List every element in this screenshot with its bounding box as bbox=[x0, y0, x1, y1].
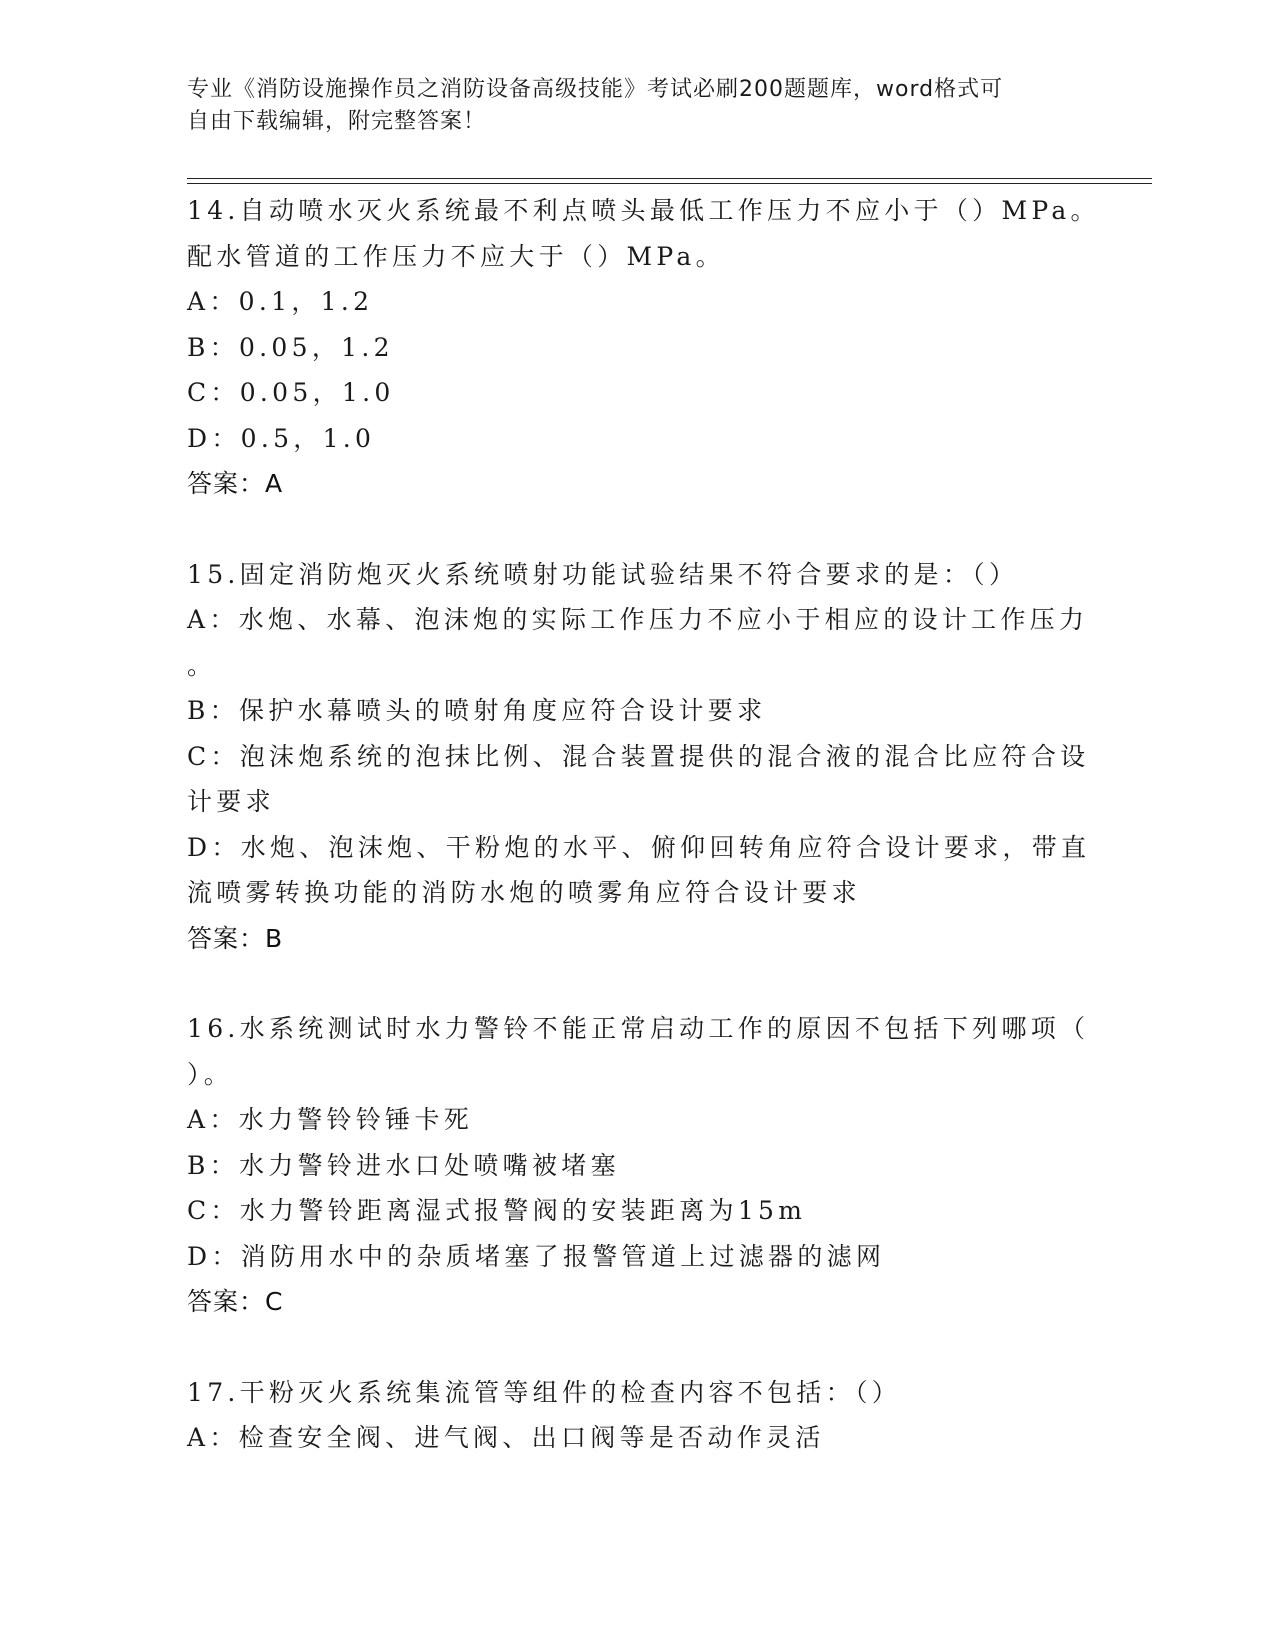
option-c: C：0.05，1.0 bbox=[187, 378, 395, 407]
document-header bbox=[187, 74, 1067, 138]
option-b: B：保护水幕喷头的喷射角度应符合设计要求 bbox=[187, 696, 767, 725]
header-line-2: 自由下载编辑，附完整答案！ bbox=[187, 109, 487, 134]
question-15 bbox=[187, 552, 1091, 962]
question-stem-line: 15.固定消防炮灭火系统喷射功能试验结果不符合要求的是：（） bbox=[187, 559, 1019, 589]
question-17 bbox=[187, 1370, 1087, 1461]
option-a-continued: 。 bbox=[187, 650, 217, 680]
question-stem-line: 14.自动喷水灭火系统最不利点喷头最低工作压力不应小于（）MPa。 bbox=[187, 196, 1100, 225]
header-divider-top bbox=[187, 178, 1152, 179]
question-16 bbox=[187, 1006, 1090, 1325]
answer-label: 答案：B bbox=[187, 923, 284, 953]
question-spacer bbox=[187, 1325, 1087, 1370]
option-b: B：0.05，1.2 bbox=[187, 332, 394, 362]
option-c: C：泡沫炮系统的泡抹比例、混合装置提供的混合液的混合比应符合设 bbox=[187, 741, 1090, 771]
option-c: C：水力警铃距离湿式报警阀的安装距离为15m bbox=[187, 1196, 807, 1225]
question-stem-line: 17.干粉灭火系统集流管等组件的检查内容不包括：（） bbox=[187, 1377, 902, 1407]
option-d: D：消防用水中的杂质堵塞了报警管道上过滤器的滤网 bbox=[187, 1241, 886, 1271]
answer-label: 答案：C bbox=[187, 1287, 284, 1316]
question-list bbox=[187, 188, 1100, 1461]
question-spacer bbox=[187, 961, 1087, 1006]
question-spacer bbox=[187, 507, 1087, 552]
question-stem-line: ）。 bbox=[187, 1059, 234, 1089]
option-a: A：检查安全阀、进气阀、出口阀等是否动作灵活 bbox=[187, 1423, 825, 1452]
option-d: D：0.5，1.0 bbox=[187, 423, 376, 453]
question-14 bbox=[187, 188, 1100, 507]
option-d-continued: 流喷雾转换功能的消防水炮的喷雾角应符合设计要求 bbox=[187, 878, 861, 907]
option-d: D：水炮、泡沫炮、干粉炮的水平、俯仰回转角应符合设计要求，带直 bbox=[187, 832, 1091, 862]
option-a: A：0.1，1.2 bbox=[187, 287, 374, 316]
question-stem-line: 配水管道的工作压力不应大于（）MPa。 bbox=[187, 241, 725, 271]
header-line-1: 专业《消防设施操作员之消防设备高级技能》考试必刷200题题库，word格式可 bbox=[187, 77, 1004, 102]
answer-label: 答案：A bbox=[187, 469, 284, 498]
header-divider-bottom bbox=[187, 183, 1152, 184]
option-a: A：水力警铃铃锤卡死 bbox=[187, 1105, 474, 1134]
option-b: B：水力警铃进水口处喷嘴被堵塞 bbox=[187, 1150, 620, 1180]
question-stem-line: 16.水系统测试时水力警铃不能正常启动工作的原因不包括下列哪项（ bbox=[187, 1014, 1090, 1043]
option-c-continued: 计要求 bbox=[187, 787, 275, 816]
option-a: A：水炮、水幕、泡沫炮的实际工作压力不应小于相应的设计工作压力 bbox=[187, 605, 1089, 634]
